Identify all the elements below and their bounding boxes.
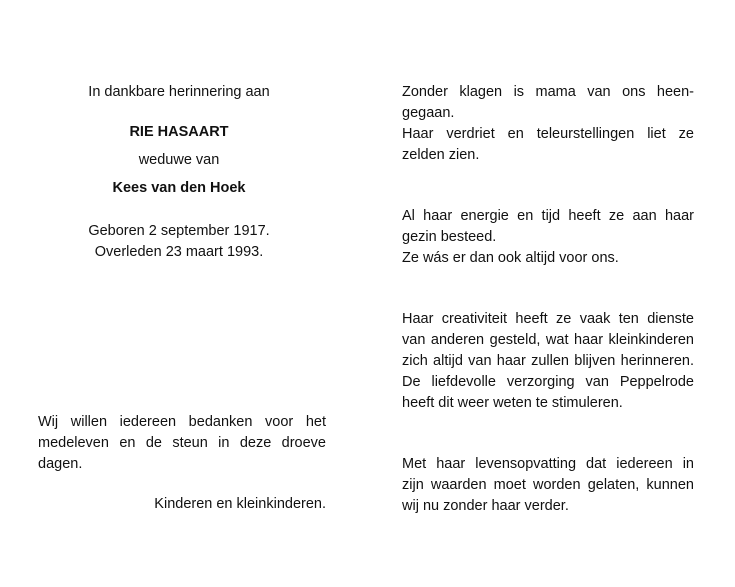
verse-line: zelden zien.	[402, 147, 480, 163]
deceased-name: RIE HASAART	[129, 124, 229, 140]
verse-line: Ze wás er dan ook altijd voor ons.	[402, 250, 619, 266]
verse-line: Haar verdriet en teleurstellingen liet ze	[402, 126, 694, 142]
intro-text: In dankbare herinnering aan	[88, 84, 270, 100]
verse-line: van anderen gesteld, wat haar kleinkinderen	[402, 332, 694, 348]
verse-line: Haar creativiteit heeft ze vaak ten dienste	[402, 311, 694, 327]
birth-date: Geboren 2 september 1917.	[88, 223, 270, 239]
signature: Kinderen en kleinkinderen.	[154, 496, 326, 512]
widow-of-text: weduwe van	[138, 152, 220, 168]
verse-line: wij nu zonder haar verder.	[402, 498, 569, 514]
verse-line: gegaan.	[402, 105, 455, 121]
verse-line: heeft dit weer weten te stimuleren.	[402, 395, 623, 411]
verse-line: zich altijd van haar zullen blijven herinneren.	[402, 353, 694, 369]
verse-line: Al haar energie en tijd heeft ze aan haar	[402, 208, 694, 224]
thanks-line: medeleven en de steun in deze droeve	[38, 435, 326, 451]
verse-line: Zonder klagen is mama van ons heen-	[402, 84, 694, 100]
verse-line: gezin besteed.	[402, 229, 497, 245]
verse-line: Met haar levensopvatting dat iedereen in	[402, 456, 694, 472]
death-date: Overleden 23 maart 1993.	[94, 244, 264, 260]
spouse-name: Kees van den Hoek	[112, 180, 246, 196]
verse-line: De liefdevolle verzorging van Peppelrode	[402, 374, 694, 390]
thanks-line: Wij willen iedereen bedanken voor het	[38, 414, 326, 430]
verse-line: zijn waarden moet worden gelaten, kunnen	[402, 477, 694, 493]
thanks-line: dagen.	[38, 456, 83, 472]
